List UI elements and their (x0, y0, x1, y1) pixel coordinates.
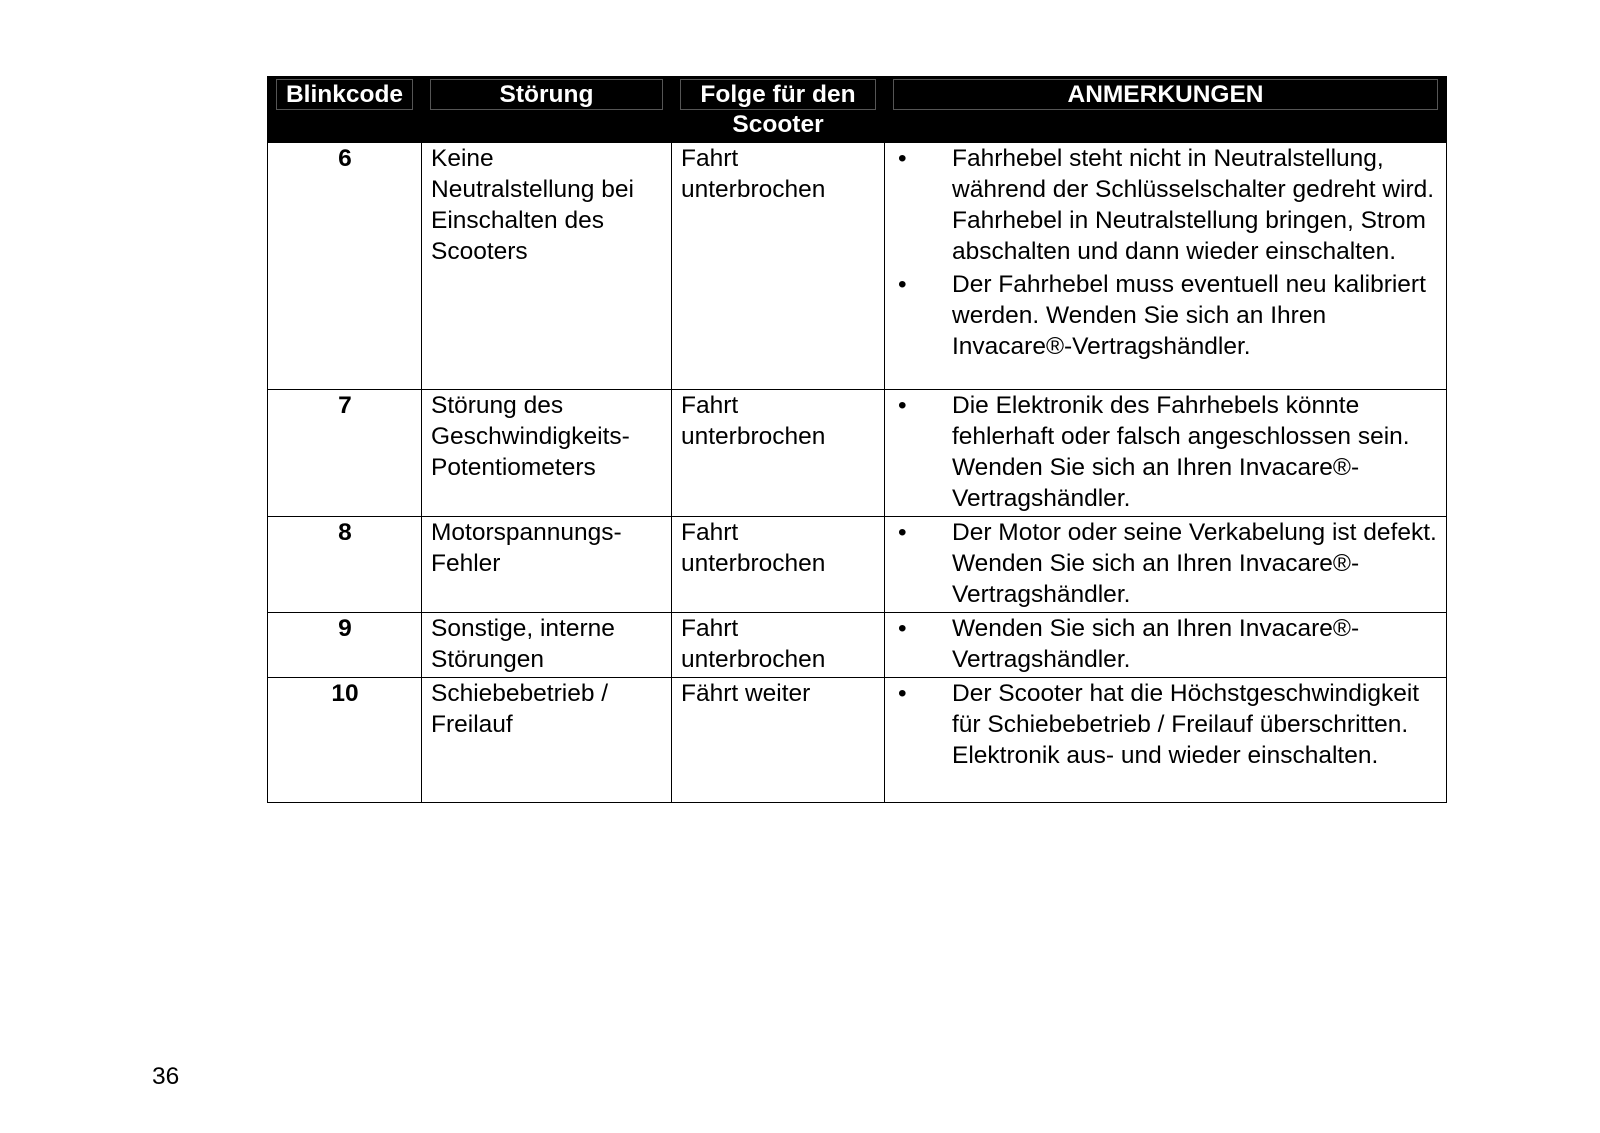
blinkcode-cell: 10 (268, 678, 422, 803)
fault-cell: Sonstige, interne Störungen (422, 613, 672, 678)
blinkcode-cell: 8 (268, 517, 422, 613)
header-stoerung-label: Störung (430, 79, 663, 110)
header-folge (672, 77, 885, 143)
table-row (268, 143, 1447, 390)
fault-cell: Keine Neutralstellung bei Einschalten des Scooters (422, 143, 672, 390)
header-folge-label: Folge für den (680, 79, 876, 110)
remark-bullet-item: • Wenden Sie sich an Ihren Invacare®-Vertragshändler. (894, 613, 1438, 675)
consequence-cell: Fahrt unterbrochen (672, 613, 885, 678)
consequence-cell: Fahrt unterbrochen (672, 517, 885, 613)
remarks-cell (885, 613, 1447, 678)
remarks-list (894, 143, 1438, 362)
remark-bullet-item: • Die Elektronik des Fahrhebels könnte fehlerhaft oder falsch angeschlossen sein. Wenden Sie sich an Ihren Invacare®-Vertragshändler. (894, 390, 1438, 514)
fault-cell: Motorspannungs-Fehler (422, 517, 672, 613)
consequence-cell: Fährt weiter (672, 678, 885, 803)
page-number: 36 (152, 1063, 180, 1090)
blinkcode-cell: 7 (268, 390, 422, 517)
header-anmerkungen (885, 77, 1447, 143)
remarks-cell (885, 143, 1447, 390)
header-anmerkungen-label: ANMERKUNGEN (893, 79, 1438, 110)
remarks-list (894, 613, 1438, 675)
consequence-cell: Fahrt unterbrochen (672, 143, 885, 390)
remarks-cell (885, 678, 1447, 803)
blinkcode-cell: 9 (268, 613, 422, 678)
remarks-list (894, 517, 1438, 610)
remark-bullet-item: • Der Motor oder seine Verkabelung ist defekt. Wenden Sie sich an Ihren Invacare®-Vertragshändler. (894, 517, 1438, 610)
table-row (268, 517, 1447, 613)
table-row (268, 613, 1447, 678)
header-blinkcode-label: Blinkcode (276, 79, 413, 110)
remarks-list (894, 390, 1438, 514)
header-blinkcode (268, 77, 422, 143)
table-header-row (268, 77, 1447, 143)
remark-bullet-item: • Der Scooter hat die Höchstgeschwindigkeit für Schiebebetrieb / Freilauf überschritten. Elektronik aus- und wieder einschalten. (894, 678, 1438, 771)
table-body (268, 143, 1447, 803)
remark-bullet-item: • Fahrhebel steht nicht in Neutralstellung, während der Schlüsselschalter gedreht wird. Fahrhebel in Neutralstellung bringen, Strom abschalten und dann wieder einschalten. (894, 143, 1438, 267)
fault-cell: Schiebebetrieb / Freilauf (422, 678, 672, 803)
consequence-cell: Fahrt unterbrochen (672, 390, 885, 517)
table-row (268, 678, 1447, 803)
header-folge-label-continued: Scooter (732, 111, 824, 138)
table-row (268, 390, 1447, 517)
remark-bullet-item: • Der Fahrhebel muss eventuell neu kalibriert werden. Wenden Sie sich an Ihren Invacare®-Vertragshändler. (894, 269, 1438, 362)
header-stoerung (422, 77, 672, 143)
blinkcode-cell: 6 (268, 143, 422, 390)
fault-cell: Störung des Geschwindigkeits-Potentiometers (422, 390, 672, 517)
fault-code-table (267, 76, 1447, 803)
remarks-cell (885, 390, 1447, 517)
remarks-cell (885, 517, 1447, 613)
remarks-list (894, 678, 1438, 771)
